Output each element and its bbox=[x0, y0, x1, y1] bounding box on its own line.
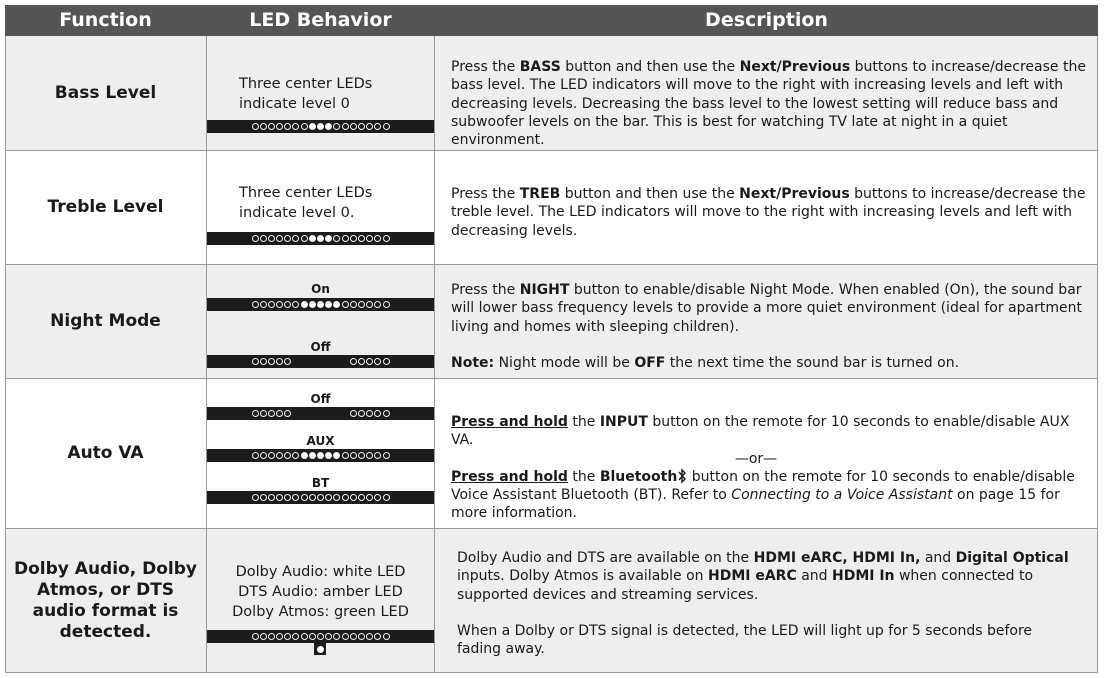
led-dot-icon bbox=[276, 123, 283, 130]
description-cell: Press and hold the INPUT button on the remote for 10 seconds to enable/disable AUX VA. —or— Press and hold the Bluetooth button on the remote for 10 seconds to enable/disable Voice Assistant Bluetooth (BT). Refer to Connecting to a Voice Assistant on page 15 for more information. bbox=[451, 413, 1091, 523]
led-dot-icon bbox=[284, 452, 291, 459]
led-dot-icon bbox=[268, 633, 275, 640]
led-dot-icon bbox=[366, 358, 373, 365]
led-dot-icon bbox=[284, 358, 291, 365]
led-dot-icon bbox=[268, 301, 275, 308]
led-dot-icon bbox=[276, 301, 283, 308]
led-dot-icon bbox=[276, 494, 283, 501]
led-dot-icon bbox=[317, 123, 324, 130]
led-bar-indicator bbox=[207, 120, 434, 133]
description-cell: Press the NIGHT button to enable/disable Night Mode. When enabled (On), the sound bar will lower bass frequency levels to provide a more quiet environment (ideal for apartment living and homes with sleeping children). Note: Night mode will be OFF the next time the sound bar is turned on. bbox=[451, 282, 1082, 371]
led-dot-icon bbox=[358, 452, 365, 459]
led-dot-icon bbox=[358, 123, 365, 130]
led-dot-icon bbox=[350, 452, 357, 459]
led-dot-icon bbox=[383, 235, 390, 242]
led-dot-icon bbox=[314, 643, 326, 655]
led-dot-icon bbox=[301, 633, 308, 640]
led-text-line2: DTS Audio: amber LED bbox=[238, 584, 403, 600]
led-dot-icon bbox=[260, 452, 267, 459]
header-led-behavior: LED Behavior bbox=[249, 9, 392, 31]
led-dot-icon bbox=[284, 235, 291, 242]
header-description: Description bbox=[705, 9, 828, 31]
led-dot-icon bbox=[276, 358, 283, 365]
led-dot-icon bbox=[276, 633, 283, 640]
led-dot-icon bbox=[374, 452, 381, 459]
led-dot-icon bbox=[383, 123, 390, 130]
led-dot-icon bbox=[292, 123, 299, 130]
led-text-line1: Dolby Audio: white LED bbox=[235, 564, 406, 580]
led-dot-icon bbox=[358, 494, 365, 501]
function-cell: Dolby Audio, Dolby Atmos, or DTS audio format is detected. bbox=[14, 558, 197, 642]
led-dot-icon bbox=[333, 452, 340, 459]
bluetooth-icon bbox=[677, 468, 687, 484]
led-dot-icon bbox=[284, 494, 291, 501]
led-bar-bt bbox=[207, 491, 434, 504]
table-row-night-mode bbox=[5, 265, 1098, 378]
led-dot-icon bbox=[383, 410, 390, 417]
led-dot-icon bbox=[366, 301, 373, 308]
led-dot-icon bbox=[325, 452, 332, 459]
led-dot-icon bbox=[342, 494, 349, 501]
led-dot-icon bbox=[252, 494, 259, 501]
led-dot-icon bbox=[350, 410, 357, 417]
led-dot-icon bbox=[374, 123, 381, 130]
led-dot-icon bbox=[374, 633, 381, 640]
led-dot-icon bbox=[252, 235, 259, 242]
led-label-off: Off bbox=[310, 392, 331, 406]
led-dot-icon bbox=[374, 358, 381, 365]
led-dot-icon bbox=[276, 235, 283, 242]
led-dot-icon bbox=[284, 633, 291, 640]
led-dot-icon bbox=[325, 494, 332, 501]
led-dot-icon bbox=[309, 494, 316, 501]
led-dot-icon bbox=[350, 123, 357, 130]
led-text-line2: indicate level 0. bbox=[239, 205, 355, 221]
led-dot-icon bbox=[383, 452, 390, 459]
led-dot-icon bbox=[301, 301, 308, 308]
led-bar-off bbox=[207, 407, 434, 420]
led-dot-icon bbox=[260, 633, 267, 640]
led-dot-icon bbox=[342, 452, 349, 459]
led-dot-icon bbox=[252, 123, 259, 130]
led-dot-icon bbox=[342, 123, 349, 130]
led-dot-icon bbox=[350, 494, 357, 501]
led-dot-icon bbox=[301, 235, 308, 242]
led-dot-icon bbox=[358, 358, 365, 365]
led-label-bt: BT bbox=[311, 476, 330, 490]
led-dot-icon bbox=[317, 452, 324, 459]
led-dot-icon bbox=[333, 494, 340, 501]
led-dot-icon bbox=[309, 123, 316, 130]
led-bar-indicator bbox=[207, 232, 434, 245]
led-dot-icon bbox=[252, 452, 259, 459]
led-dot-icon bbox=[358, 301, 365, 308]
led-dot-icon bbox=[268, 410, 275, 417]
led-bar-aux bbox=[207, 449, 434, 462]
table-row-treble bbox=[5, 151, 1098, 264]
led-dot-icon bbox=[383, 301, 390, 308]
led-dot-icon bbox=[342, 633, 349, 640]
table-row-dolby bbox=[5, 529, 1098, 672]
led-dot-icon bbox=[325, 123, 332, 130]
led-dot-icon bbox=[276, 452, 283, 459]
led-dot-icon bbox=[268, 494, 275, 501]
led-dot-icon bbox=[292, 235, 299, 242]
led-dot-icon bbox=[374, 494, 381, 501]
header-function: Function bbox=[59, 9, 152, 31]
led-dot-icon bbox=[325, 633, 332, 640]
led-dot-icon bbox=[292, 452, 299, 459]
led-dot-icon bbox=[292, 301, 299, 308]
led-dot-icon bbox=[333, 123, 340, 130]
led-dot-icon bbox=[317, 494, 324, 501]
led-dot-icon bbox=[366, 452, 373, 459]
led-label-aux: AUX bbox=[306, 434, 335, 448]
table-header bbox=[5, 5, 1098, 36]
led-text-line3: Dolby Atmos: green LED bbox=[232, 604, 409, 620]
led-dot-icon bbox=[325, 235, 332, 242]
led-dot-icon bbox=[309, 452, 316, 459]
led-bar-indicator bbox=[207, 630, 434, 643]
function-cell: Night Mode bbox=[50, 311, 161, 331]
led-dot-icon bbox=[252, 358, 259, 365]
led-dot-icon bbox=[383, 633, 390, 640]
led-dot-icon bbox=[383, 358, 390, 365]
table-row-bass bbox=[5, 36, 1098, 150]
led-dot-icon bbox=[342, 235, 349, 242]
led-dot-icon bbox=[366, 123, 373, 130]
table-row-auto-va bbox=[5, 379, 1098, 528]
led-dot-icon bbox=[276, 410, 283, 417]
led-dot-icon bbox=[252, 301, 259, 308]
led-dot-icon bbox=[366, 633, 373, 640]
led-dot-icon bbox=[317, 301, 324, 308]
led-dot-icon bbox=[268, 235, 275, 242]
led-dot-icon bbox=[301, 123, 308, 130]
led-dot-icon bbox=[309, 633, 316, 640]
led-dot-icon bbox=[350, 301, 357, 308]
led-dot-icon bbox=[284, 301, 291, 308]
led-dot-icon bbox=[317, 235, 324, 242]
led-dot-icon bbox=[309, 235, 316, 242]
led-dot-icon bbox=[260, 410, 267, 417]
led-dot-icon bbox=[260, 358, 267, 365]
led-dot-icon bbox=[350, 235, 357, 242]
led-text-line2: indicate level 0 bbox=[239, 96, 350, 112]
led-dot-icon bbox=[374, 235, 381, 242]
description-cell: Dolby Audio and DTS are available on the HDMI eARC, HDMI In, and Digital Optical inputs. Dolby Atmos is available on HDMI eARC and HDMI In when connected to supported devices and streaming services. When a Dolby or DTS signal is detected, the LED will light up for 5 seconds before fading away. bbox=[457, 550, 1069, 658]
led-dot-icon bbox=[366, 235, 373, 242]
description-cell: Press the TREB button and then use the Next/Previous buttons to increase/decrease the treble level. The LED indicators will move to the right with increasing levels and left with decreasing levels. bbox=[451, 186, 1086, 239]
led-dot-icon bbox=[260, 235, 267, 242]
led-bar-on bbox=[207, 298, 434, 311]
led-text-line1: Three center LEDs bbox=[239, 185, 373, 201]
led-dot-icon bbox=[366, 410, 373, 417]
led-dot-icon bbox=[358, 410, 365, 417]
or-separator: —or— bbox=[734, 450, 778, 467]
led-bar-off bbox=[207, 355, 434, 368]
led-dot-icon bbox=[301, 494, 308, 501]
led-text-line1: Three center LEDs bbox=[239, 76, 373, 92]
led-label-off: Off bbox=[310, 340, 331, 354]
led-dot-icon bbox=[350, 358, 357, 365]
led-dot-icon bbox=[268, 123, 275, 130]
led-dot-icon bbox=[268, 452, 275, 459]
led-dot-icon bbox=[284, 123, 291, 130]
led-dot-icon bbox=[333, 235, 340, 242]
led-dot-icon bbox=[383, 494, 390, 501]
led-dot-icon bbox=[268, 358, 275, 365]
led-dot-icon bbox=[309, 301, 316, 308]
led-dot-icon bbox=[260, 123, 267, 130]
led-dot-icon bbox=[366, 494, 373, 501]
led-label-on: On bbox=[311, 282, 330, 296]
led-dot-icon bbox=[292, 633, 299, 640]
led-dot-icon bbox=[333, 301, 340, 308]
led-dot-icon bbox=[333, 633, 340, 640]
description-cell: Press the BASS button and then use the Next/Previous buttons to increase/decrease the bass level. The LED indicators will move to the right with increasing levels and left with decreasing levels. Decreasing the bass level to the lowest setting will reduce bass and subwoofer levels on the bar. This is best for watching TV late at night in a quiet environment. bbox=[451, 59, 1086, 149]
led-dot-icon bbox=[301, 452, 308, 459]
led-dot-icon bbox=[325, 301, 332, 308]
led-dot-icon bbox=[260, 494, 267, 501]
led-dot-icon bbox=[374, 301, 381, 308]
led-dot-icon bbox=[350, 633, 357, 640]
led-dot-icon bbox=[260, 301, 267, 308]
led-dot-icon bbox=[358, 235, 365, 242]
led-dot-icon bbox=[374, 410, 381, 417]
led-dot-icon bbox=[358, 633, 365, 640]
led-dot-icon bbox=[292, 494, 299, 501]
function-cell: Bass Level bbox=[54, 82, 157, 103]
led-dot-icon bbox=[342, 301, 349, 308]
led-dot-icon bbox=[252, 410, 259, 417]
function-cell: Treble Level bbox=[47, 197, 164, 217]
function-cell: Auto VA bbox=[67, 443, 144, 463]
led-dot-icon bbox=[317, 633, 324, 640]
led-dot-icon bbox=[284, 410, 291, 417]
led-dot-icon bbox=[252, 633, 259, 640]
